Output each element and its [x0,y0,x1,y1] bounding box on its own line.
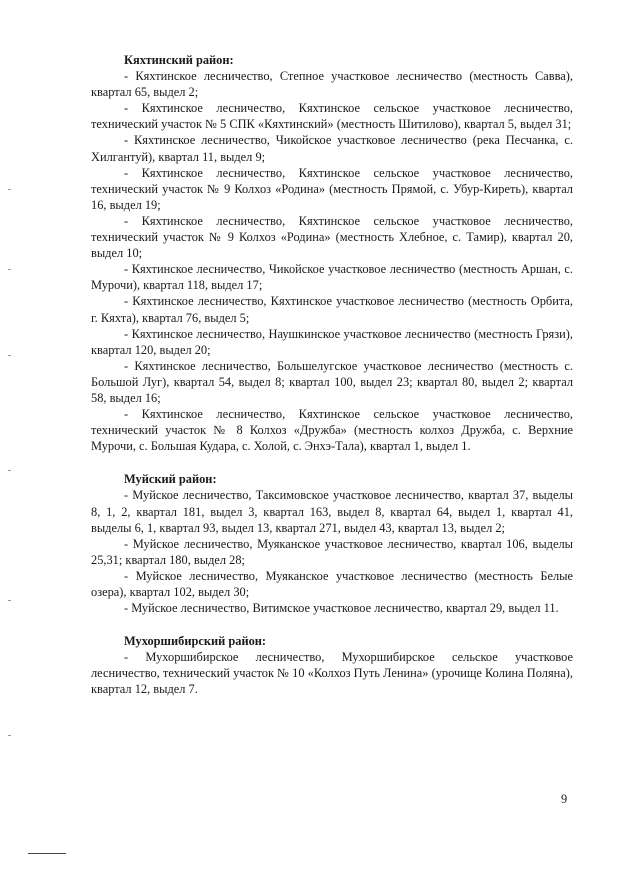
forest-plot-entry: - Кяхтинское лесничество, Степное участковое лесничество (местность Савва), квартал 65, выдел 2; [91,69,573,100]
scan-artifact [8,470,11,471]
page-number: 9 [561,792,568,806]
district-section [91,633,573,697]
forest-plot-entry: - Кяхтинское лесничество, Чикойское участковое лесничество (река Песчанка, с. Хилгантуй), квартал 11, выдел 9; [91,133,573,164]
forest-plot-entry: - Кяхтинское лесничество, Наушкинское участковое лесничество (местность Грязи), квартал 120, выдел 20; [91,326,573,357]
forest-plot-entry: - Кяхтинское лесничество, Кяхтинское сельское участковое лесничество, технический участок № 5 СПК «Кяхтинский» (местность Шитилово), квартал 5, выдел 31; [91,101,573,132]
scan-artifact [8,735,11,736]
district-title: Муйский район: [124,472,217,487]
document-body [91,52,573,698]
district-title: Кяхтинский район: [124,53,234,67]
forest-plot-entry: - Кяхтинское лесничество, Кяхтинское сельское участковое лесничество, технический участок № 9 Колхоз «Родина» (местность Хлебное, с. Тамир), квартал 20, выдел 10; [91,213,573,261]
scan-artifact [8,189,11,190]
forest-plot-entry: - Кяхтинское лесничество, Кяхтинское сельское участковое лесничество, технический участок № 9 Колхоз «Родина» (местность Прямой, с. Убур-Киреть), квартал 16, выдел 19; [91,165,573,212]
district-title: Мухоршибирский район: [124,634,267,649]
forest-plot-entry: - Муйское лесничество, Муяканское участковое лесничество (местность Белые озера), квартал 102, выдел 30; [91,568,573,599]
forest-plot-entry: - Кяхтинское лесничество, Кяхтинское участковое лесничество (местность Орбита, г. Кяхта), квартал 76, выдел 5; [91,294,573,325]
scan-artifact [8,269,11,270]
scan-artifact [8,600,11,601]
forest-plot-entry: - Кяхтинское лесничество, Кяхтинское сельское участковое лесничество, технический участок № 8 Колхоз «Дружба» (местность колхоз Дружба, с. Верхние Мурочи, с. Большая Кудара, с. Холой, с. Энхэ-Тала), квартал 1, выдел 1. [91,407,573,454]
forest-plot-entry: - Кяхтинское лесничество, Большелугское участковое лесничество (местность с. Большой Луг), квартал 54, выдел 8; квартал 100, выдел 23; квартал 80, выдел 2; квартал 58, выдел 16; [91,358,573,405]
forest-plot-entry: - Муйское лесничество, Витимское участковое лесничество, квартал 29, выдел 11. [124,601,559,616]
footer-rule [28,853,66,854]
forest-plot-entry: - Мухоршибирское лесничество, Мухоршибирское сельское участковое лесничество, технический участок № 10 «Колхоз Путь Ленина» (урочище Колина Поляна), квартал 12, выдел 7. [91,650,573,697]
forest-plot-entry: - Кяхтинское лесничество, Чикойское участковое лесничество (местность Аршан, с. Мурочи), квартал 118, выдел 17; [91,262,573,293]
district-section [91,471,573,616]
forest-plot-entry: - Муйское лесничество, Таксимовское участковое лесничество, квартал 37, выделы 8, 1, 2, квартал 181, выдел 3, квартал 163, выдел 8, квартал 64, выдел 1, квартал 41, выделы 6, 1, квартал 93, выдел 13, квартал 271, выдел 43, квартал 13, выдел 2; [91,488,573,535]
scan-artifact [8,355,11,356]
district-section [91,52,573,454]
forest-plot-entry: - Муйское лесничество, Муяканское участковое лесничество, квартал 106, выделы 25,31; квартал 180, выдел 28; [91,536,573,567]
